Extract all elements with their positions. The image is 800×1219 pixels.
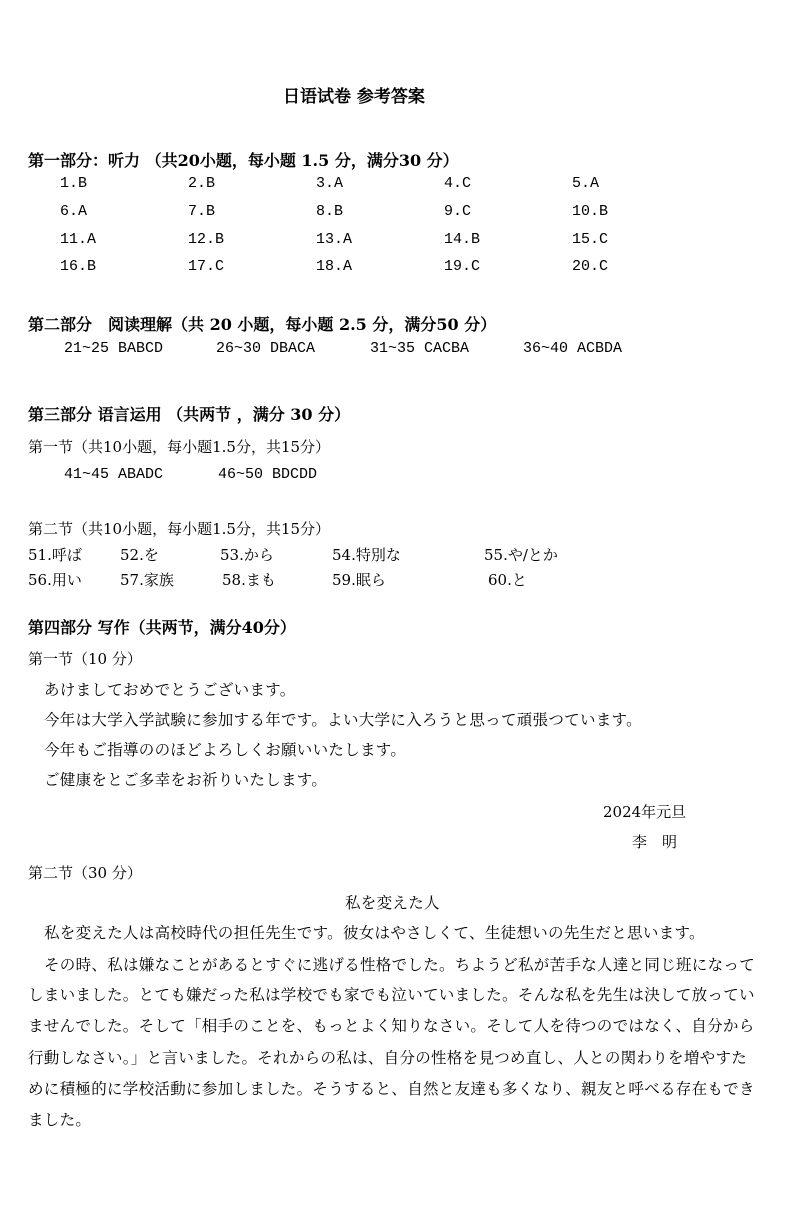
page-title: 日语试卷 参考答案 — [283, 87, 425, 107]
answer-1: 1.B — [60, 175, 88, 192]
answer-10: 10.B — [572, 203, 609, 220]
answer-8: 8.B — [316, 203, 344, 220]
answer-4: 4.C — [444, 175, 472, 192]
part4-heading: 第四部分 写作（共两节，满分40分） — [28, 618, 296, 637]
letter-line: 今年は大学入学試験に参加する年です。よい大学に入ろうと思って頑張つています。 — [44, 711, 642, 729]
essay-line: ました。 — [28, 1111, 92, 1129]
answer-20: 20.C — [572, 258, 609, 275]
essay-line: めに積極的に学校活動に参加しました。そうすると、自然と友達も多くなり、親友と呼べる存在もでき — [28, 1080, 755, 1098]
answer-2: 2.B — [188, 175, 216, 192]
answer-58: 58.まも — [222, 571, 276, 589]
letter-signature: 李 明 — [632, 833, 678, 851]
essay-line: 私を変えた人は高校時代の担任先生です。彼女はやさしくて、生徒想いの先生だと思います。 — [44, 924, 705, 942]
answer-51: 51.呼ば — [28, 546, 82, 564]
answer-12: 12.B — [188, 231, 225, 248]
answer-59: 59.眠ら — [332, 571, 386, 589]
answer-53: 53.から — [220, 546, 274, 564]
answer-5: 5.A — [572, 175, 600, 192]
letter-line: あけましておめでとうございます。 — [44, 681, 296, 699]
answer-14: 14.B — [444, 231, 481, 248]
answer-57: 57.家族 — [120, 571, 174, 589]
answer-60: 60.と — [488, 571, 527, 589]
answer-18: 18.A — [316, 258, 353, 275]
answer-17: 17.C — [188, 258, 225, 275]
answer-group-41-45: 41~45 ABADC — [64, 466, 164, 483]
answer-54: 54.特別な — [332, 546, 401, 564]
answer-19: 19.C — [444, 258, 481, 275]
essay-line: ませんでした。そして「相手のことを、もっとよく知りなさい。そして人を待つのではなく、自分から — [28, 1017, 755, 1035]
answer-3: 3.A — [316, 175, 344, 192]
answer-6: 6.A — [60, 203, 88, 220]
essay-line: しまいました。とても嫌だった私は学校でも家でも泣いていました。そんな私を先生は決して放ってい — [28, 986, 755, 1004]
answer-13: 13.A — [316, 231, 353, 248]
answer-group-46-50: 46~50 BDCDD — [218, 466, 318, 483]
part3-heading: 第三部分 语言运用 （共两节 ，满分 30 分） — [28, 405, 351, 424]
answer-group-21-25: 21~25 BABCD — [64, 340, 164, 357]
answer-9: 9.C — [444, 203, 472, 220]
answer-group-31-35: 31~35 CACBA — [370, 340, 470, 357]
letter-line: ご健康をとご多幸をお祈りいたします。 — [44, 771, 328, 789]
answer-group-26-30: 26~30 DBACA — [216, 340, 316, 357]
answer-11: 11.A — [60, 231, 97, 248]
letter-line: 今年もご指導ののほどよろしくお願いいたします。 — [44, 741, 407, 759]
answer-56: 56.用い — [28, 571, 82, 589]
answer-52: 52.を — [120, 546, 159, 564]
essay-line: 行動しなさい。」と言いました。それからの私は、自分の性格を見つめ直し、人との関わりを増やすた — [28, 1049, 748, 1067]
answer-group-36-40: 36~40 ACBDA — [523, 340, 623, 357]
part4-section2-heading: 第二节（30 分） — [28, 864, 142, 882]
essay-title: 私を変えた人 — [345, 894, 440, 912]
part2-heading: 第二部分 阅读理解（共 20 小题，每小题 2.5 分，满分50 分） — [28, 315, 497, 334]
letter-date: 2024年元旦 — [603, 803, 687, 821]
answer-16: 16.B — [60, 258, 97, 275]
answer-55: 55.や/とか — [484, 546, 558, 564]
part1-heading: 第一部分：听力 （共20小题，每小题 1.5 分，满分30 分） — [28, 151, 459, 170]
answer-7: 7.B — [188, 203, 216, 220]
part3-section1-heading: 第一节（共10小题，每小题1.5分，共15分） — [28, 438, 331, 456]
answer-15: 15.C — [572, 231, 609, 248]
essay-line: その時、私は嫌なことがあるとすぐに逃げる性格でした。ちようど私が苦手な人達と同じ班になって — [44, 956, 756, 974]
part3-section2-heading: 第二节（共10小题，每小题1.5分，共15分） — [28, 520, 331, 538]
part4-section1-heading: 第一节（10 分） — [28, 650, 142, 668]
